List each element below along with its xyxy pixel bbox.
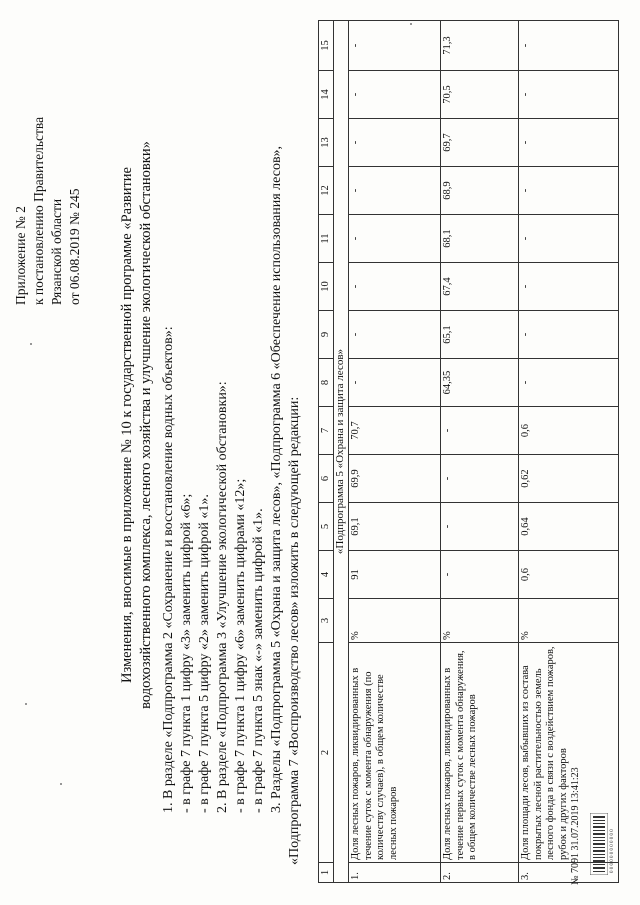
- row-number: 2.: [441, 863, 519, 883]
- value-cell: -: [349, 263, 441, 311]
- value-cell: 0,64: [519, 503, 619, 551]
- document-title: [118, 95, 156, 755]
- value-cell: -: [441, 551, 519, 599]
- value-cell: 68,1: [441, 215, 519, 263]
- scan-speck: [30, 343, 32, 345]
- value-cell: -: [519, 167, 619, 215]
- column-number-row: [319, 21, 334, 883]
- value-cell: 69,9: [349, 455, 441, 503]
- column-number: 9: [319, 311, 334, 359]
- table-row: [519, 21, 619, 883]
- scan-speck: [60, 783, 62, 785]
- body-line: - в графе 7 пункта 1 цифру «3» заменить цифрой «6»;: [179, 493, 194, 813]
- barcode-icon: [590, 813, 608, 875]
- value-cell: -: [519, 21, 619, 71]
- indicators-table: [318, 20, 619, 883]
- unit: %: [441, 599, 519, 643]
- indicator-name: Доля лесных пожаров, ликвидированных в течение суток с момента обнаружения (по количеству случаев), в общем количестве лесных пожаров: [349, 643, 441, 863]
- title-line: Изменения, вносимые в приложение № 10 к государственной программе «Развитие: [119, 167, 135, 683]
- body-line: - в графе 7 пункта 5 знак «-» заменить цифрой «1».: [251, 508, 266, 813]
- column-number: 10: [319, 263, 334, 311]
- value-cell: 70,5: [441, 71, 519, 119]
- column-number: 3: [319, 599, 334, 643]
- column-number: 7: [319, 407, 334, 455]
- header-line: к постановлению Правительства: [31, 116, 46, 305]
- section-row: [334, 21, 349, 883]
- value-cell: 0,6: [519, 551, 619, 599]
- body-line: 2. В разделе «Подпрограмма 3 «Улучшение экологической обстановки»:: [215, 381, 230, 813]
- value-cell: 65,1: [441, 311, 519, 359]
- header-line: Рязанской области: [49, 198, 64, 305]
- value-cell: -: [349, 311, 441, 359]
- body-line: - в графе 7 пункта 5 цифру «2» заменить цифрой «1».: [197, 494, 212, 813]
- scan-speck: [25, 703, 27, 705]
- header-line: Приложение № 2: [13, 206, 28, 305]
- value-cell: -: [519, 215, 619, 263]
- body-line: «Подпрограмма 7 «Воспроизводство лесов» изложить в следующей редакции:: [287, 396, 302, 865]
- value-cell: -: [349, 215, 441, 263]
- value-cell: -: [519, 311, 619, 359]
- appendix-header: [12, 5, 84, 305]
- column-number: 14: [319, 71, 334, 119]
- value-cell: 71,3: [441, 21, 519, 71]
- value-cell: -: [519, 119, 619, 167]
- value-cell: -: [519, 71, 619, 119]
- row-number: 1.: [349, 863, 441, 883]
- value-cell: -: [349, 167, 441, 215]
- value-cell: -: [349, 21, 441, 71]
- column-number: 2: [319, 643, 334, 863]
- value-cell: 69,1: [349, 503, 441, 551]
- body-line: 1. В разделе «Подпрограмма 2 «Сохранение и восстановление водных объектов»:: [161, 326, 176, 813]
- barcode-text: 0 0 0 0 0 0 0 0 0 0 0 0: [610, 829, 615, 873]
- title-line: водохозяйственного комплекса, лесного хозяйства и улучшение экологической обстановки»: [138, 141, 154, 709]
- body-line: - в графе 7 пункта 1 цифру «6» заменить цифрами «12»;: [233, 478, 248, 813]
- unit: %: [519, 599, 619, 643]
- value-cell: -: [349, 359, 441, 407]
- unit: %: [349, 599, 441, 643]
- column-number: 13: [319, 119, 334, 167]
- value-cell: 0,62: [519, 455, 619, 503]
- table-row: [349, 21, 441, 883]
- value-cell: 64,35: [441, 359, 519, 407]
- value-cell: -: [519, 263, 619, 311]
- column-number: 4: [319, 551, 334, 599]
- column-number: 5: [319, 503, 334, 551]
- value-cell: -: [441, 503, 519, 551]
- column-number: 8: [319, 359, 334, 407]
- indicator-name: Доля лесных пожаров, ликвидированных в течение первых суток с момента обнаружения, в общем количестве лесных пожаров: [441, 643, 519, 863]
- column-number: 12: [319, 167, 334, 215]
- column-number: 11: [319, 215, 334, 263]
- value-cell: 0,6: [519, 407, 619, 455]
- value-cell: 67,4: [441, 263, 519, 311]
- document-body: [160, 35, 304, 865]
- column-number: 15: [319, 21, 334, 71]
- table-row: [441, 21, 519, 883]
- value-cell: -: [441, 407, 519, 455]
- body-line: 3. Разделы «Подпрограмма 5 «Охрана и защита лесов», «Подпрограмма 6 «Обеспечение использования лесов»,: [269, 145, 284, 813]
- scan-speck: [410, 23, 412, 25]
- value-cell: 70,7: [349, 407, 441, 455]
- value-cell: -: [349, 119, 441, 167]
- value-cell: -: [441, 455, 519, 503]
- header-line: от 06.08.2019 № 245: [67, 188, 82, 305]
- section-title: «Подпрограмма 5 «Охрана и защита лесов»: [334, 21, 349, 883]
- registration-stamp: № 7091 31.07.2019 13:41:23: [570, 767, 581, 885]
- value-cell: 69,7: [441, 119, 519, 167]
- value-cell: -: [519, 359, 619, 407]
- column-number: 1: [319, 863, 334, 883]
- value-cell: 68,9: [441, 167, 519, 215]
- column-number: 6: [319, 455, 334, 503]
- indicator-name: Доля площади лесов, выбывших из состава покрытых лесной растительностью земель лесного фонда в связи с воздействием пожаров, рубок и других факторов: [519, 643, 619, 863]
- row-number: 3.: [519, 863, 619, 883]
- value-cell: -: [349, 71, 441, 119]
- value-cell: 91: [349, 551, 441, 599]
